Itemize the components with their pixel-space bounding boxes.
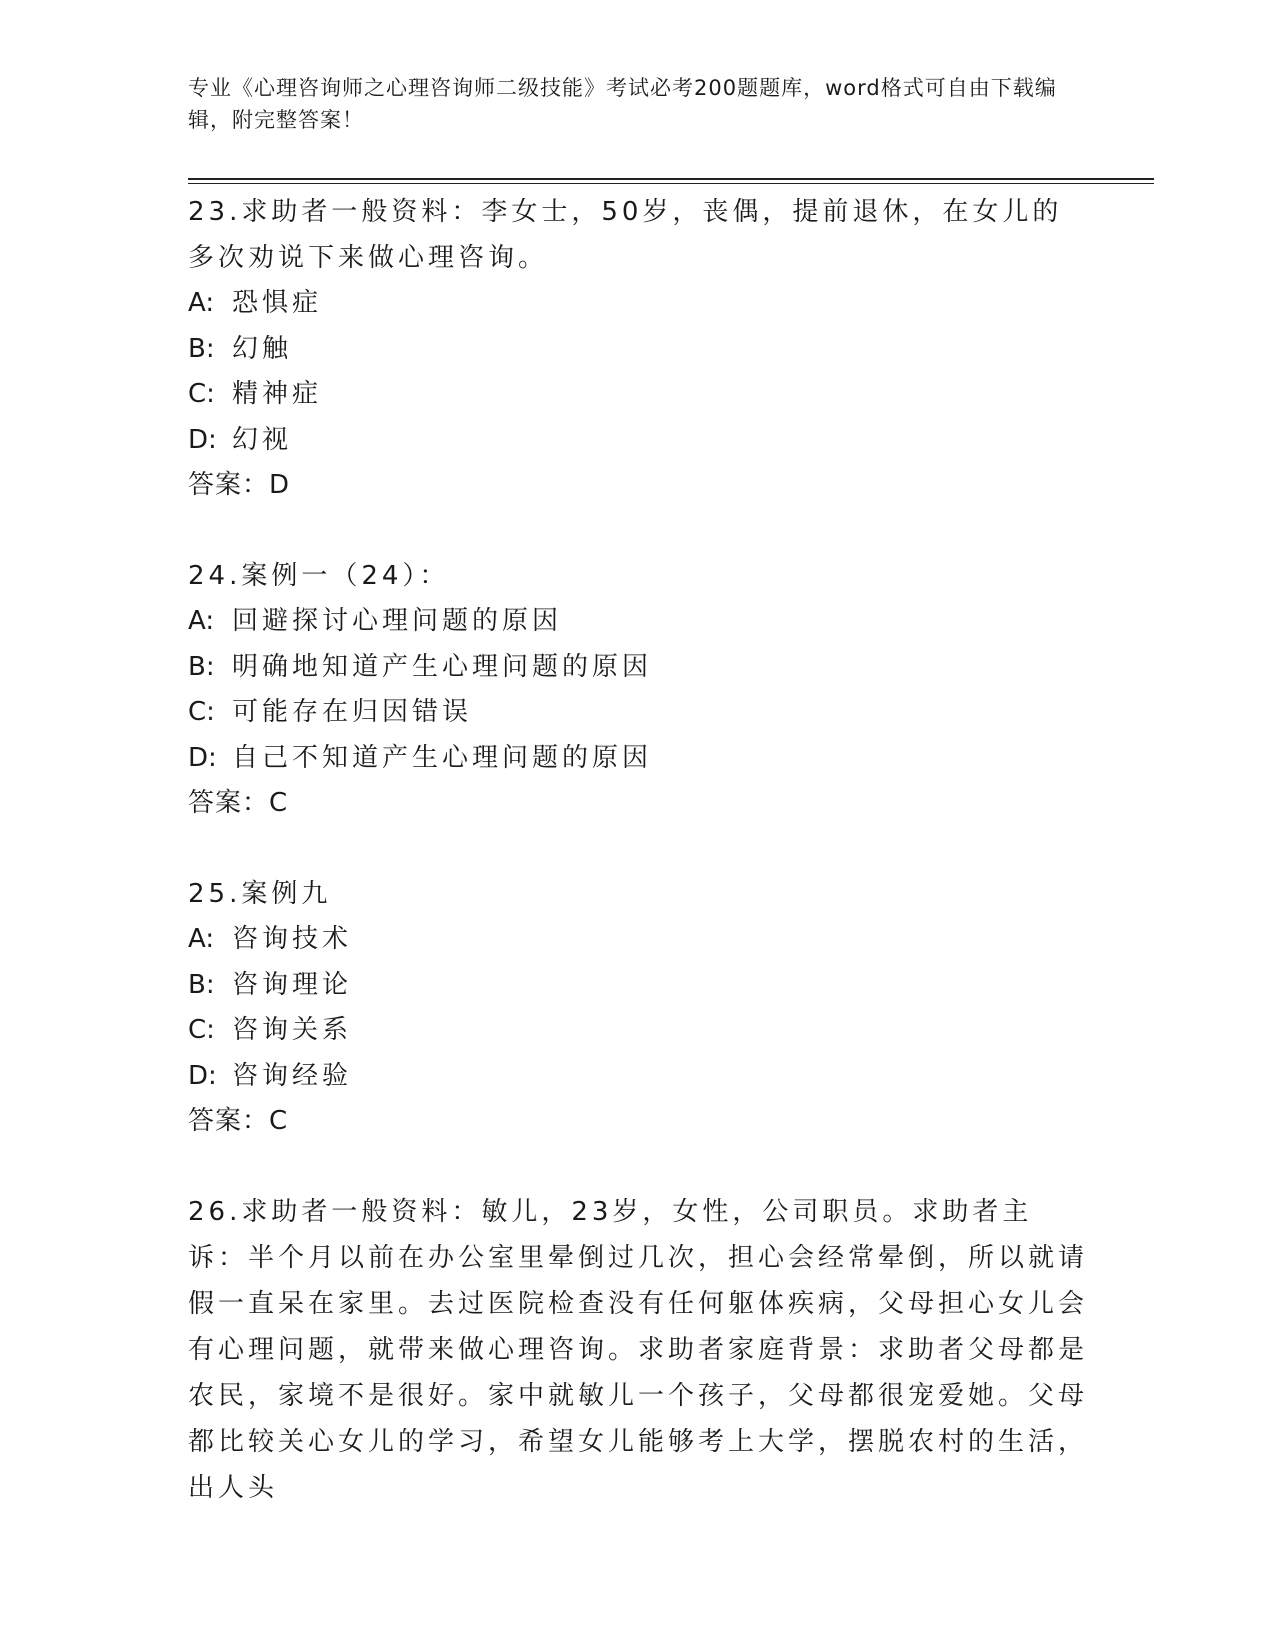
option-key: C: <box>188 697 215 727</box>
option-label: 咨询理论 <box>232 969 353 1000</box>
document-header: 专业《心理咨询师之心理咨询师二级技能》考试必考200题题库，word格式可自由下载编辑，附完整答案！ <box>188 76 1057 132</box>
option-c <box>188 372 1088 418</box>
option-label: 可能存在归因错误 <box>232 697 473 727</box>
option-a <box>188 599 1088 645</box>
option-label: 咨询经验 <box>232 1060 353 1091</box>
option-b <box>188 963 1088 1009</box>
option-label: 咨询技术 <box>232 924 353 954</box>
option-key: A: <box>188 606 215 636</box>
question-25 <box>188 871 1088 1144</box>
option-key: D: <box>188 742 217 773</box>
option-label: 明确地知道产生心理问题的原因 <box>232 651 653 682</box>
question-list <box>188 189 1088 1556</box>
question-text: 24.案例一（24）： <box>188 561 450 591</box>
question-24 <box>188 553 1088 826</box>
answer: 答案：D <box>188 470 291 500</box>
answer: 答案：C <box>188 788 289 818</box>
option-label: 幻视 <box>232 424 293 455</box>
option-key: D: <box>188 1060 217 1091</box>
question-text: 26.求助者一般资料：敏儿，23岁，女性，公司职员。求助者主诉：半个月以前在办公室里晕倒过几次，担心会经常晕倒，所以就请假一直呆在家里。去过医院检查没有任何躯体疾病，父母担心女儿会有心理问题，就带来做心理咨询。求助者家庭背景：求助者父母都是农民，家境不是很好。家中就敏儿一个孩子，父母都很宠爱她。父母都比较关心女儿的学习，希望女儿能够考上大学，摆脱农村的生活，出人头 <box>188 1197 1089 1503</box>
option-label: 咨询关系 <box>232 1015 353 1045</box>
option-key: C: <box>188 379 215 409</box>
option-b <box>188 645 1088 691</box>
question-text: 23.求助者一般资料：李女士，50岁，丧偶，提前退休，在女儿的多次劝说下来做心理咨询。 <box>188 197 1063 273</box>
option-d <box>188 736 1088 782</box>
header-divider-thick <box>188 178 1154 180</box>
option-d <box>188 1054 1088 1100</box>
option-key: A: <box>188 288 215 318</box>
option-label: 回避探讨心理问题的原因 <box>232 606 563 636</box>
option-c <box>188 690 1088 736</box>
option-label: 精神症 <box>232 379 323 409</box>
question-23 <box>188 189 1088 508</box>
option-key: B: <box>188 969 215 1000</box>
option-b <box>188 327 1088 373</box>
header-divider-thin <box>188 183 1154 184</box>
option-c <box>188 1008 1088 1054</box>
option-key: B: <box>188 333 215 364</box>
option-d <box>188 418 1088 464</box>
option-a <box>188 917 1088 963</box>
option-key: D: <box>188 424 217 455</box>
option-label: 恐惧症 <box>232 288 323 318</box>
option-label: 幻触 <box>232 333 293 364</box>
option-key: A: <box>188 924 215 954</box>
answer: 答案：C <box>188 1106 289 1136</box>
option-key: B: <box>188 651 215 682</box>
question-26 <box>188 1189 1088 1511</box>
option-label: 自己不知道产生心理问题的原因 <box>232 742 653 773</box>
option-a <box>188 281 1088 327</box>
option-key: C: <box>188 1015 215 1045</box>
question-text: 25.案例九 <box>188 879 332 909</box>
